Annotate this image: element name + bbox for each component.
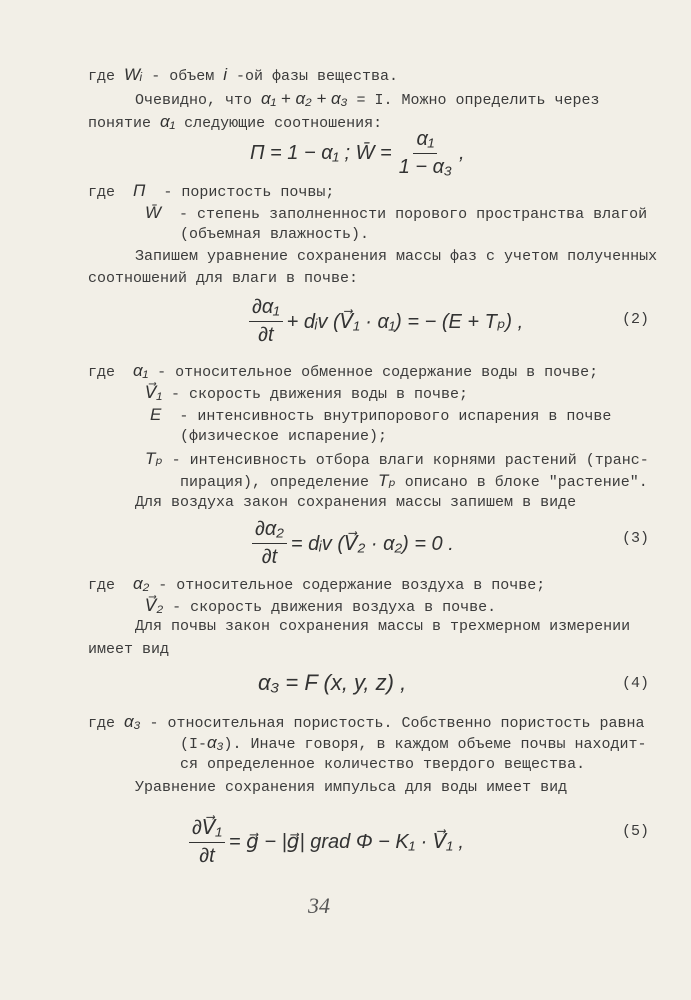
- text-line: V⃗₁ - скорость движения воды в почве;: [145, 383, 469, 403]
- text-line: Уравнение сохранения импульса для воды имеет вид: [135, 779, 568, 796]
- text-line: (I-α₃). Иначе говоря, в каждом объеме почвы находит-: [180, 733, 647, 753]
- text-line: понятие α₁ следующие соотношения:: [88, 112, 383, 132]
- equation-number: (4): [622, 675, 650, 692]
- text-line: пирация), определение Tₚ описано в блоке "растение".: [180, 471, 648, 491]
- text-line: (объемная влажность).: [180, 226, 370, 243]
- text-line: где α₂ - относительное содержание воздуха в почве;: [88, 574, 546, 594]
- text-line: Для воздуха закон сохранения массы запишем в виде: [135, 494, 577, 511]
- text-line: E - интенсивность внутрипорового испарения в почве: [150, 405, 612, 425]
- text-line: соотношений для влаги в почве:: [88, 270, 359, 287]
- text-line: W̄ - степень заполненности порового пространства влагой: [145, 203, 648, 223]
- text-line: Запишем уравнение сохранения массы фаз с учетом полученных: [135, 248, 658, 265]
- equation-number: (5): [622, 823, 650, 840]
- text-line: где α₁ - относительное обменное содержание воды в почве;: [88, 361, 599, 381]
- equation-2: $\frac{\text{∂α₁}}{\partial t}$ + dᵢv (V⃗₁ · α₁) = − (E + Tₚ) ,: [245, 296, 523, 347]
- text-line: (физическое испарение);: [180, 428, 388, 445]
- text-line: Tₚ - интенсивность отбора влаги корнями растений (транс-: [145, 449, 649, 469]
- text-line: ся определенное количество твердого вещества.: [180, 756, 586, 773]
- text-line: где П - пористость почвы;: [88, 181, 335, 201]
- text-line: Очевидно, что α₁ + α₂ + α₃ = I. Можно определить через: [135, 89, 600, 109]
- equation-5: $\frac{\text{∂V⃗₁}}{\partial t}$ = g⃗ − |g⃗| grad Φ − K₁ · V⃗₁ ,: [185, 815, 464, 868]
- text-line: где α₃ - относительная пористость. Собственно пористость равна: [88, 712, 645, 732]
- text-line: где Wᵢ - объем i -ой фазы вещества.: [88, 65, 399, 85]
- page-number: 34: [308, 893, 330, 918]
- equation-4: α₃ = F (x, y, z) ,: [258, 670, 407, 695]
- text-line: V⃗₂ - скорость движения воздуха в почве.: [145, 596, 497, 616]
- text-line: Для почвы закон сохранения массы в трехмерном измерении: [135, 618, 631, 635]
- text-line: имеет вид: [88, 641, 170, 658]
- equation-number: (3): [622, 530, 650, 547]
- equation-1: П = 1 − α₁ ; W̄ = $\frac{\text{α₁}}{\text{1 − α₃}}$ ,: [250, 128, 465, 178]
- equation-3: $\frac{\text{∂α₂}}{\partial t}$ = dᵢv (V⃗₂ · α₂) = 0 .: [248, 518, 454, 569]
- equation-number: (2): [622, 311, 650, 328]
